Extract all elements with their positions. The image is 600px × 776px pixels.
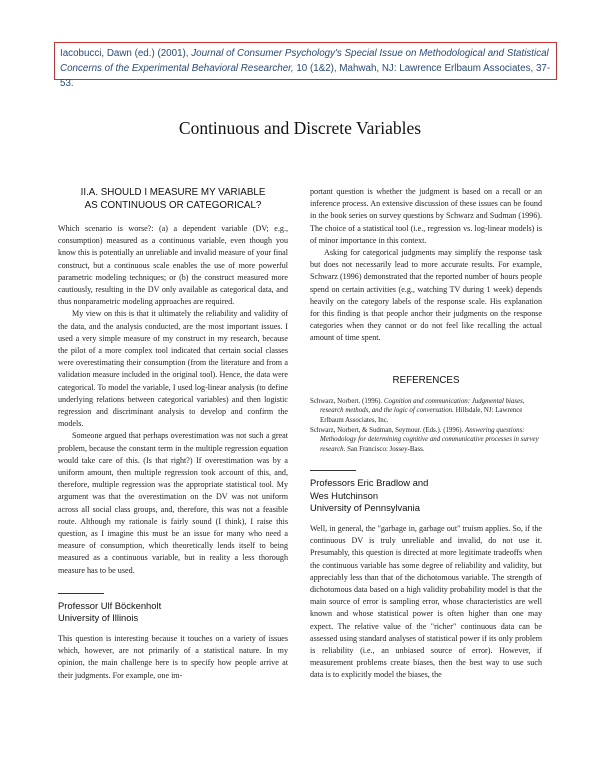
citation-journal: Journal of Consumer Psychology's Special Issue on Methodological and Statistical Concerns of the Experimental Behavioral Researcher, [60,48,549,74]
divider [58,593,104,594]
citation-box [54,42,557,89]
author-name: Professor Ulf Böckenholt [58,599,162,611]
paragraph: Someone argued that perhaps overestimation was not such a great problem, because the constant term in the multiple regression equation would take care of this. (Is that right?) If overestimation was by a uniform amount, then multiple regression took account of this, and, therefore, multiple regression was the appropriate statistical tool. My argument was that the overestimation on the DV was not uniform across all social class groups, and, therefore, this was not a feasible route. Although my rationale is fairly sound (I think), I raise this question, as I imagine this must be an issue for many who need a measure of consumption, which theoretically lends itself to being measured as a continuous variable, but in reality a less thorough measure has to be used. [58,431,288,575]
section-heading-line1: II.A. SHOULD I MEASURE MY VARIABLE [80,187,266,198]
article-title: Continuous and Discrete Variables [178,118,422,138]
paragraph: This question is interesting because it touches on a variety of issues which, however, are not primarily of a statistical nature. In my opinion, the main challenge here is to specify how people arrive at their judgments. For example, one im- [58,633,288,680]
paragraph: Asking for categorical judgments may simplify the response task but does not necessarily lead to more accurate results. For example, Schwarz (1996) demonstrated that the reported number of hours people spend on certain activities (e.g., watching TV during 1 week) depends heavily on the category labels of the response scale. His explanation for this finding is that people anchor their judgments on the response categories when they cannot or do not feel like recalling the actual amount of time spent. [310,248,542,343]
paragraph: Which scenario is worse?: (a) a dependent variable (DV; e.g., consumption) measured as a continuous variable, even though you know this is potentially an unreliable and invalid measure of your final construct, but a continuous scale enables the use of more powerful parametric modeling techniques; or (b) the construct measured more cautiously, resulting in the DV only available as categorical data, and thus nonparametric modeling approaches are required. [58,224,288,307]
paragraph: Well, in general, the "garbage in, garbage out" truism applies. So, if the continuous DV is truly unreliable and invalid, do not use it. Presumably, this question is directed at more legitimate tradeoffs when the continuous variable has some degree of reliability and validity, but appreciably less than that of the dichotomous variable. The strength of dichotomous data based on a high validity probability model is that the main source of error is sampling error, whose characteristics are well known and whose statistical power is often higher than one may expect. The relative value of the "richer" continuous data can be assessed using standard analyses of statistical power if its only problem is reliability (i.e., an unbiased source of error). However, if measurement problems create biases, then the best way to use such data is to explicitly model the biases, the [310,523,542,680]
section-heading [58,186,288,212]
reference-title: Cognition and communication: Judgmental biases, research methods, and the logic of conversation. [320,397,525,415]
reference-suffix: Hillsdale, NJ: Lawrence Erlbaum Associates, Inc. [320,407,523,425]
reference-title: Answering questions: Methodology for determining cognitive and communicative processes in survey research. [320,426,539,453]
reference-prefix: Schwarz, Norbert. (1996). [310,397,383,405]
section-heading-line2: AS CONTINUOUS OR CATEGORICAL? [84,200,262,211]
author-heading [58,600,288,625]
divider [310,470,356,471]
author-name-line2: Wes Hutchinson [310,489,379,501]
author-heading [310,477,542,515]
paragraph: My view on this is that it ultimately the reliability and validity of the data, and the analysis conducted, are the most important issues. I used a very simple measure of my construct in my research, because the pilot of a more complex tool indicated that certain social classes were overestimating their consumption (from the literature and from a validation measure included in the original tool). Hence, the data were categorical. To model the variable, I used log-linear analysis (to define underlying relations between categorical variables) and then logistic regression and discriminant analysis to develop and confirm the models. [58,309,288,429]
author-name-line1: Professors Eric Bradlow and [310,477,429,489]
author-affiliation: University of Illinois [58,612,139,624]
left-column [58,186,288,682]
citation-authors: Iacobucci, Dawn (ed.) (2001), [60,48,189,59]
references-heading: REFERENCES [392,374,460,386]
citation-details: 10 (1&2), Mahwah, NJ: Lawrence Erlbaum Associates, 37-53. [60,63,551,89]
right-column [310,186,542,682]
paragraph: portant question is whether the judgment is based on a recall or an inference process. An extensive discussion of these issues can be found in the book series on survey questions by Schwarz and Sudman (1996). The choice of a statistical tool (i.e., regression vs. log-linear models) is of minor importance in this context. [310,187,542,245]
reference-item [310,426,542,455]
reference-prefix: Schwarz, Norbert, & Sudman, Seymour. (Eds.). (1996). [310,426,464,434]
reference-item [310,397,542,426]
reference-suffix: San Francisco: Jossey-Bass. [347,445,425,453]
author-affiliation: University of Pennsylvania [310,502,420,514]
